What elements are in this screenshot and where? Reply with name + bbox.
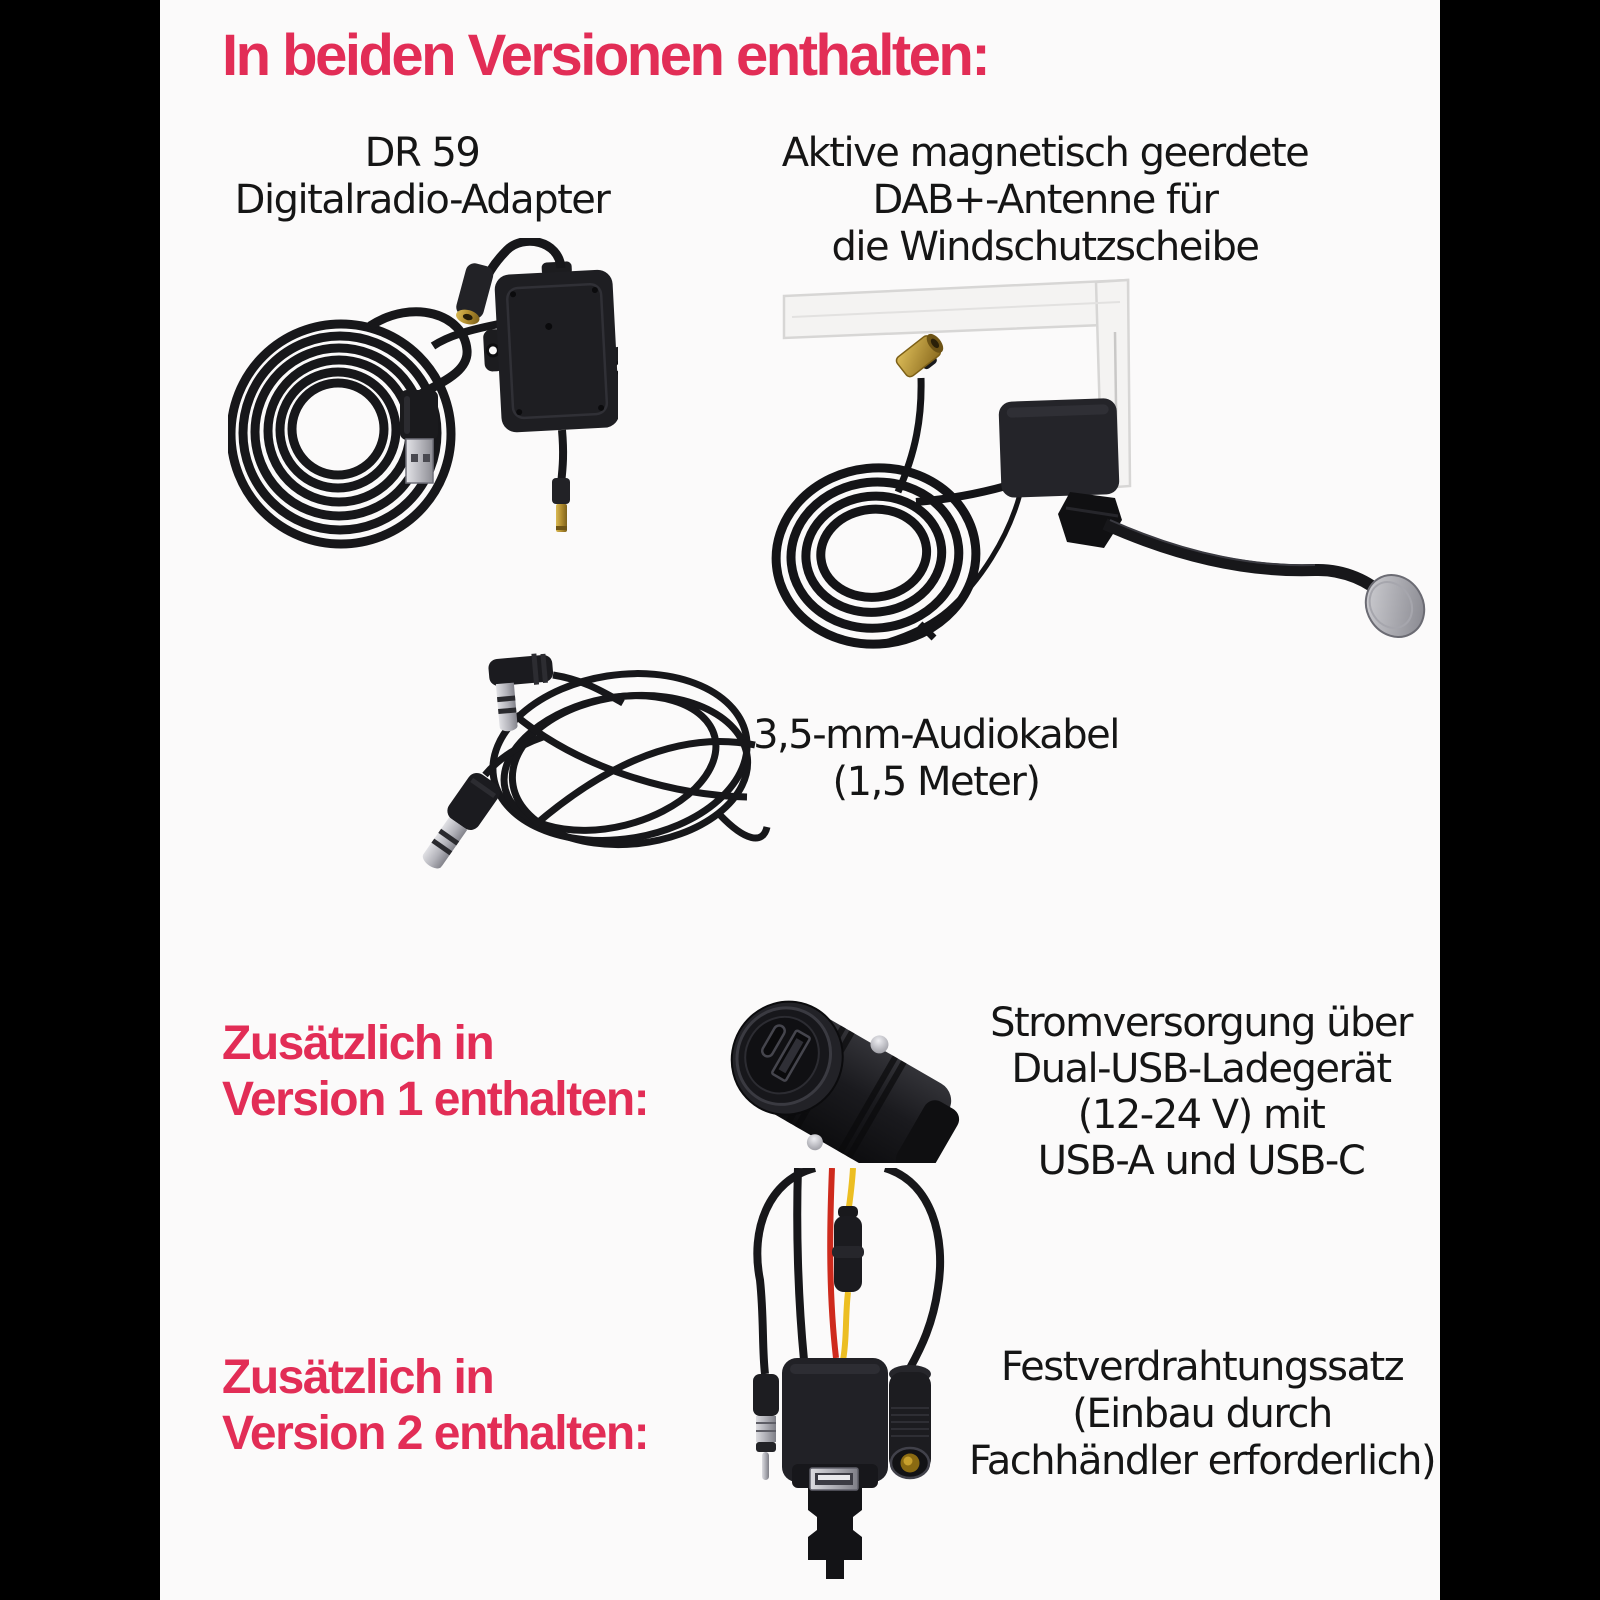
label-audio-line2: (1,5 Meter) <box>832 759 1040 805</box>
content-canvas <box>160 0 1440 1600</box>
label-dr59-adapter <box>202 130 642 224</box>
label-antenna-line1: Aktive magnetisch geerdete <box>781 130 1309 176</box>
label-charger <box>946 1000 1456 1184</box>
adapter-box <box>479 258 618 433</box>
heading-v2-line2: Version 2 enthalten: <box>222 1407 649 1460</box>
mounting-bracket <box>808 1482 862 1579</box>
label-antenna-line2: DAB+-Antenne für <box>872 177 1218 223</box>
label-audio-cable <box>716 712 1156 806</box>
smb-antenna-plug <box>552 478 570 532</box>
label-charger-line2: Dual-USB-Ladegerät <box>1011 1046 1391 1092</box>
fuse-holder <box>832 1206 864 1292</box>
label-dr59-line2: Digitalradio-Adapter <box>234 177 610 223</box>
smb-angle-connector <box>894 330 949 382</box>
heading-version1 <box>222 1016 782 1128</box>
din-antenna-plug <box>753 1374 779 1480</box>
heading-v2-line1: Zusätzlich in <box>222 1351 494 1404</box>
antenna-amplifier-box <box>998 398 1119 498</box>
letterbox-right <box>1440 0 1600 1600</box>
label-charger-line1: Stromversorgung über <box>990 1000 1412 1046</box>
label-hardwire-line1: Festverdrahtungssatz <box>1000 1344 1404 1390</box>
label-hardwire-kit <box>922 1344 1482 1485</box>
aux-jack-socket <box>452 261 495 327</box>
usb-a-plug <box>400 390 438 483</box>
page-title: In beiden Versionen enthalten: <box>222 23 989 88</box>
label-dab-antenna <box>765 130 1325 271</box>
straight-jack-plug <box>415 769 504 876</box>
hardwire-installation-kit-photo <box>740 1168 950 1593</box>
dr59-digitalradio-adapter-photo <box>228 238 618 568</box>
heading-v1-line1: Zusätzlich in <box>222 1017 494 1070</box>
label-charger-line3: (12-24 V) mit <box>1077 1092 1325 1138</box>
dual-usb-car-charger-photo <box>725 988 965 1163</box>
letterbox-left <box>0 0 160 1600</box>
label-antenna-line3: die Windschutzscheibe <box>831 224 1259 270</box>
label-charger-line4: USB-A und USB-C <box>1037 1138 1365 1184</box>
dab-windscreen-antenna-photo <box>770 272 1430 652</box>
label-audio-line1: 3,5-mm-Audiokabel <box>753 712 1119 758</box>
label-hardwire-line3: Fachhändler erforderlich) <box>968 1438 1436 1484</box>
hardwire-box <box>782 1358 888 1490</box>
label-hardwire-line2: (Einbau durch <box>1072 1391 1332 1437</box>
heading-v1-line2: Version 1 enthalten: <box>222 1073 649 1126</box>
label-dr59-line1: DR 59 <box>364 130 480 176</box>
heading-version2 <box>222 1350 782 1462</box>
antenna-cable-coil <box>770 458 985 652</box>
